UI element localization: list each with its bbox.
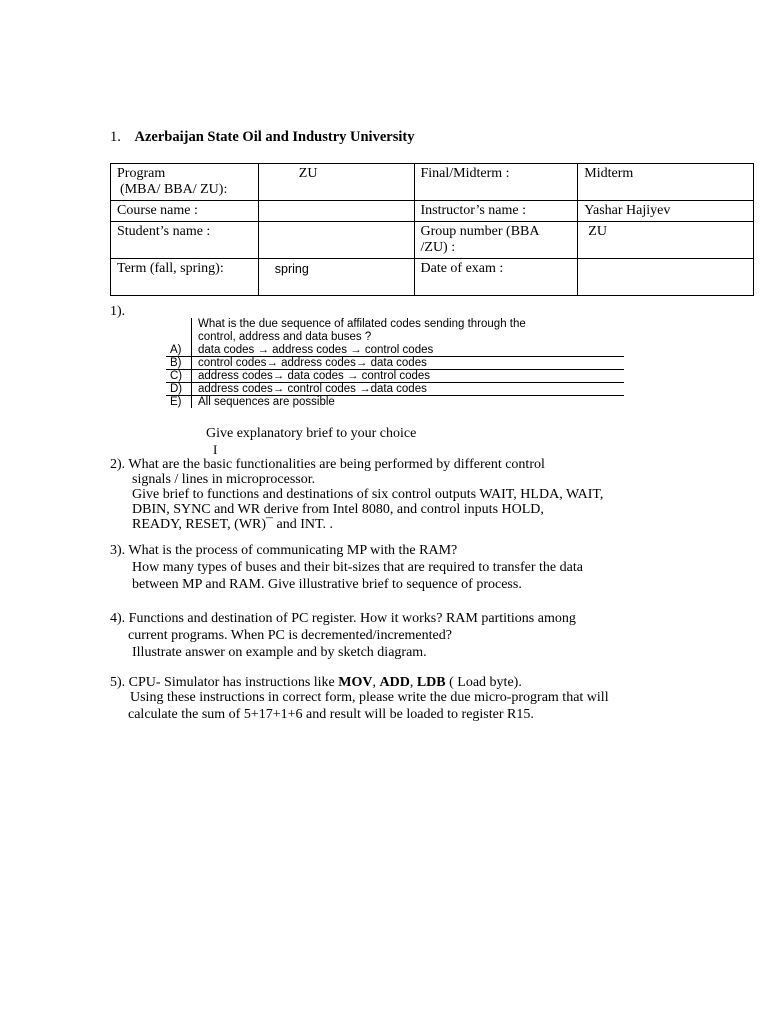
option-c — [166, 370, 624, 383]
question-3 — [110, 543, 583, 592]
text-cursor-icon: I — [213, 442, 218, 457]
term-value: spring — [258, 259, 414, 296]
instruction-mov: MOV — [338, 675, 373, 690]
question-4-line: 4). Functions and destination of PC register. How it works? RAM partitions among — [110, 611, 576, 626]
question-3-line: between MP and RAM. Give illustrative brief to sequence of process. — [132, 577, 522, 592]
question-1-instruction: Give explanatory brief to your choice — [206, 426, 417, 441]
question-4-line: Illustrate answer on example and by sketch diagram. — [132, 645, 427, 660]
term-label: Term (fall, spring): — [111, 259, 259, 296]
option-a — [166, 344, 624, 357]
group-label — [414, 222, 578, 259]
question-4 — [110, 611, 576, 660]
q5-separator: , — [409, 675, 417, 690]
question-4-line: current programs. When PC is decremented/incremented? — [128, 628, 452, 643]
program-label-line1: Program — [117, 166, 166, 181]
question-1-stem — [198, 318, 618, 344]
instruction-add: ADD — [379, 675, 410, 690]
program-label — [111, 164, 259, 201]
program-label-line2: (MBA/ BBA/ ZU): — [120, 182, 228, 197]
course-value — [258, 201, 414, 222]
instructor-label: Instructor’s name : — [414, 201, 578, 222]
date-label: Date of exam : — [414, 259, 578, 296]
option-b — [166, 357, 624, 370]
option-text: All sequences are possible — [198, 396, 335, 408]
table-row — [111, 222, 754, 259]
question-2-line: Give brief to functions and destinations of six control outputs WAIT, HLDA, WAIT, — [132, 487, 604, 502]
table-row — [111, 259, 754, 296]
question-5 — [110, 675, 609, 722]
heading-number: 1. — [110, 129, 121, 145]
q5-separator: , — [372, 675, 380, 690]
instructor-value: Yashar Hajiyev — [578, 201, 754, 222]
exam-type-label: Final/Midterm : — [414, 164, 578, 201]
instruction-ldb: LDB — [416, 675, 446, 690]
group-label-line2: /ZU) : — [420, 240, 456, 255]
stem-line2: control, address and data buses ? — [198, 331, 372, 343]
question-2-line: signals / lines in microprocessor. — [132, 472, 316, 487]
date-value — [578, 259, 754, 296]
question-5-line: Using these instructions in correct form, please write the due micro-program that will — [130, 690, 609, 705]
group-value: ZU — [578, 222, 754, 259]
stem-line1: What is the due sequence of affilated codes sending through the — [198, 318, 526, 330]
option-label: C) — [170, 370, 183, 382]
university-name: Azerbaijan State Oil and Industry University — [134, 129, 415, 145]
student-value — [258, 222, 414, 259]
option-text: address codes→ control codes →data codes — [198, 383, 427, 395]
table-row — [111, 164, 754, 201]
question-5-line: calculate the sum of 5+17+1+6 and result will be loaded to register R15. — [128, 707, 534, 722]
group-label-line1: Group number (BBA — [420, 224, 540, 239]
question-2-line: DBIN, SYNC and WR derive from Intel 8080, and control inputs HOLD, — [132, 502, 544, 517]
course-label: Course name : — [111, 201, 259, 222]
question-2 — [110, 457, 603, 532]
option-label: D) — [170, 383, 183, 395]
table-row — [111, 201, 754, 222]
student-label: Student’s name : — [111, 222, 259, 259]
q5-prefix: 5). CPU- Simulator has instructions like — [110, 675, 339, 690]
option-label: E) — [170, 396, 182, 408]
question-5-line — [110, 675, 609, 690]
question-2-line: 2). What are the basic functionalities are being performed by different control — [110, 457, 545, 472]
question-3-line: How many types of buses and their bit-sizes that are required to transfer the data — [132, 560, 583, 575]
q5-suffix: ( Load byte). — [445, 675, 522, 690]
exam-type-value: Midterm — [578, 164, 754, 201]
option-d — [166, 383, 624, 396]
option-e — [166, 396, 624, 408]
question-1-number: 1). — [110, 304, 126, 319]
exam-info-table — [110, 163, 754, 296]
document-heading — [110, 129, 414, 146]
question-2-line: READY, RESET, (WR)¯ and INT. . — [132, 517, 334, 532]
option-text: control codes→ address codes→ data codes — [198, 357, 427, 369]
option-label: B) — [170, 357, 182, 369]
option-label: A) — [170, 344, 182, 356]
program-value: ZU — [258, 164, 414, 201]
option-text: address codes→ data codes → control codes — [198, 370, 431, 382]
question-3-line: 3). What is the process of communicating MP with the RAM? — [110, 543, 458, 558]
option-text: data codes → address codes → control codes — [198, 344, 434, 356]
